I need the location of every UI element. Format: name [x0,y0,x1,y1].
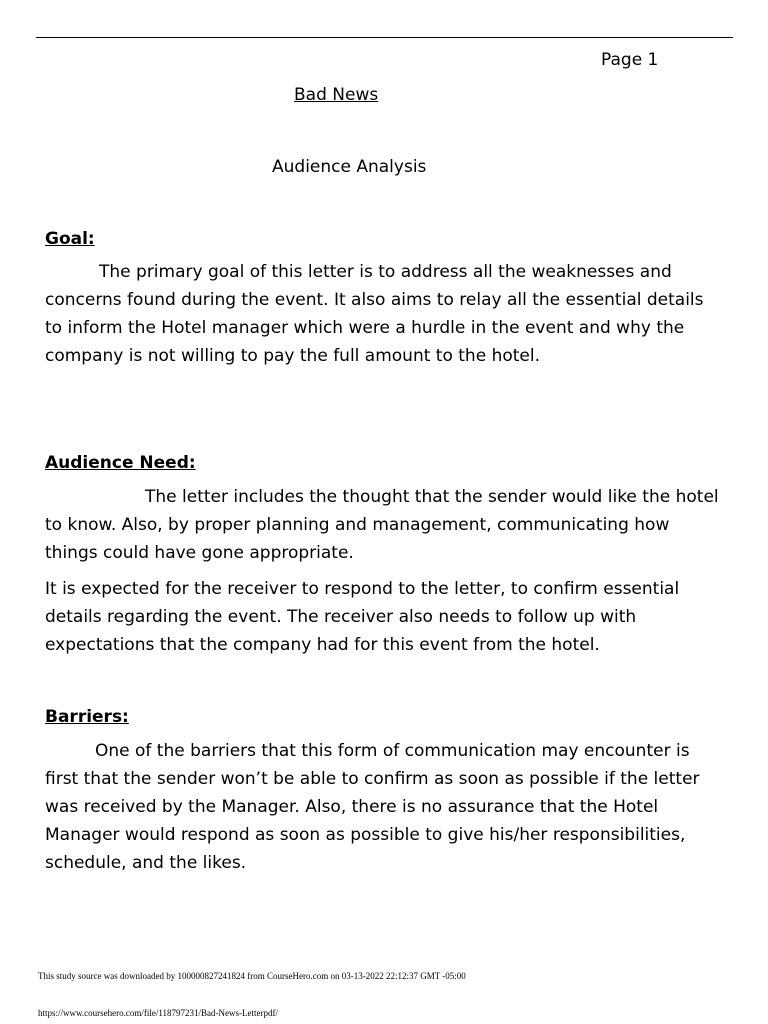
audience-need-paragraph-1: The letter includes the thought that the sender would like the hotel to know. Also, by proper planning and management, communicating how things could have gone appropriate. [45,487,719,563]
section-heading-goal: Goal: [45,229,95,249]
page-number: Page 1 [601,50,659,70]
barriers-paragraph: One of the barriers that this form of communication may encounter is first that the sender won’t be able to confirm as soon as possible if the letter was received by the Manager. Also, there is no assurance that the Hotel Manager would respond as soon as possible to give his/her responsibilities, schedule, and the likes. [45,741,700,873]
section-heading-barriers: Barriers: [45,707,129,727]
section-heading-audience-need: Audience Need: [45,453,196,473]
goal-paragraph: The primary goal of this letter is to address all the weaknesses and concerns found during the event. It also aims to relay all the essential details to inform the Hotel manager which were a hurdle in the event and why the company is not willing to pay the full amount to the hotel. [45,262,704,366]
document-subtitle: Audience Analysis [272,157,427,177]
source-url[interactable]: https://www.coursehero.com/file/118797231/Bad-News-Letterpdf/ [38,1008,279,1018]
download-source-note: This study source was downloaded by 100000827241824 from CourseHero.com on 03-13-2022 22:12:37 GMT -05:00 [38,971,466,981]
document-title: Bad News [294,85,379,105]
header-rule [36,37,733,38]
audience-need-paragraph-2: It is expected for the receiver to respond to the letter, to confirm essential details regarding the event. The receiver also needs to follow up with expectations that the company had for this event from the hotel. [45,579,680,655]
